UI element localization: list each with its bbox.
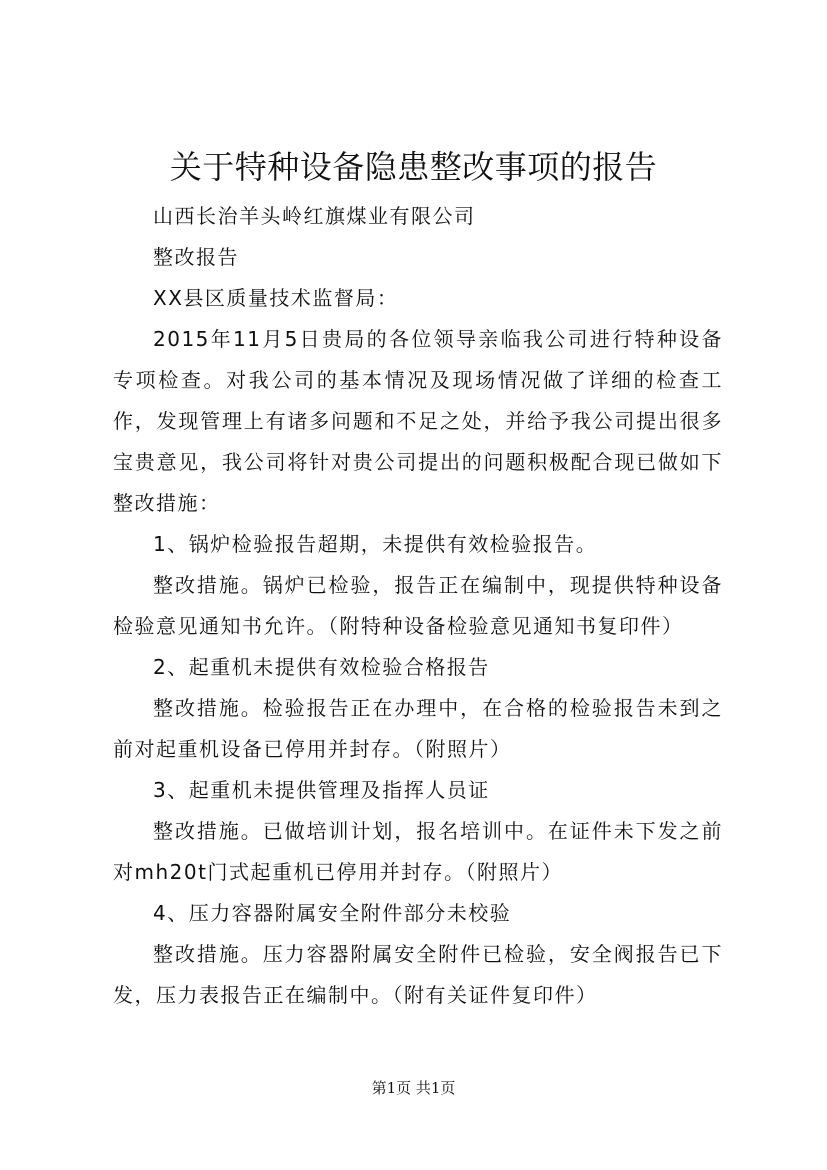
report-label: 整改报告 [153, 245, 239, 269]
measure-1: 整改措施。锅炉已检验，报告正在编制中，现提供特种设备检验意见通知书允许。（附特种设备检验意见通知书复印件） [113, 573, 723, 638]
document-body [113, 196, 723, 1016]
issue-2: 2、起重机未提供有效检验合格报告 [153, 655, 490, 679]
measure-3: 整改措施。已做培训计划，报名培训中。在证件未下发之前对mh20t门式起重机已停用并封存。（附照片） [113, 819, 723, 884]
intro-paragraph: 2015年11月5日贵局的各位领导亲临我公司进行特种设备专项检查。对我公司的基本情况及现场情况做了详细的检查工作，发现管理上有诸多问题和不足之处，并给予我公司提出很多宝贵意见，我公司将针对贵公司提出的问题积极配合现已做如下整改措施： [113, 327, 723, 515]
document-title: 关于特种设备隐患整改事项的报告 [169, 148, 658, 186]
issue-1: 1、锅炉检验报告超期，未提供有效检验报告。 [153, 532, 598, 556]
addressee: XX县区质量技术监督局： [153, 286, 399, 310]
measure-2: 整改措施。检验报告正在办理中，在合格的检验报告未到之前对起重机设备已停用并封存。（附照片） [113, 696, 723, 761]
page-number-footer: 第1页 共1页 [371, 1079, 456, 1097]
issue-3: 3、起重机未提供管理及指挥人员证 [153, 778, 490, 802]
issue-4: 4、压力容器附属安全附件部分未校验 [153, 901, 512, 925]
measure-4: 整改措施。压力容器附属安全附件已检验，安全阀报告已下发，压力表报告正在编制中。（附有关证件复印件） [113, 942, 723, 1007]
company-name: 山西长治羊头岭红旗煤业有限公司 [153, 204, 476, 228]
